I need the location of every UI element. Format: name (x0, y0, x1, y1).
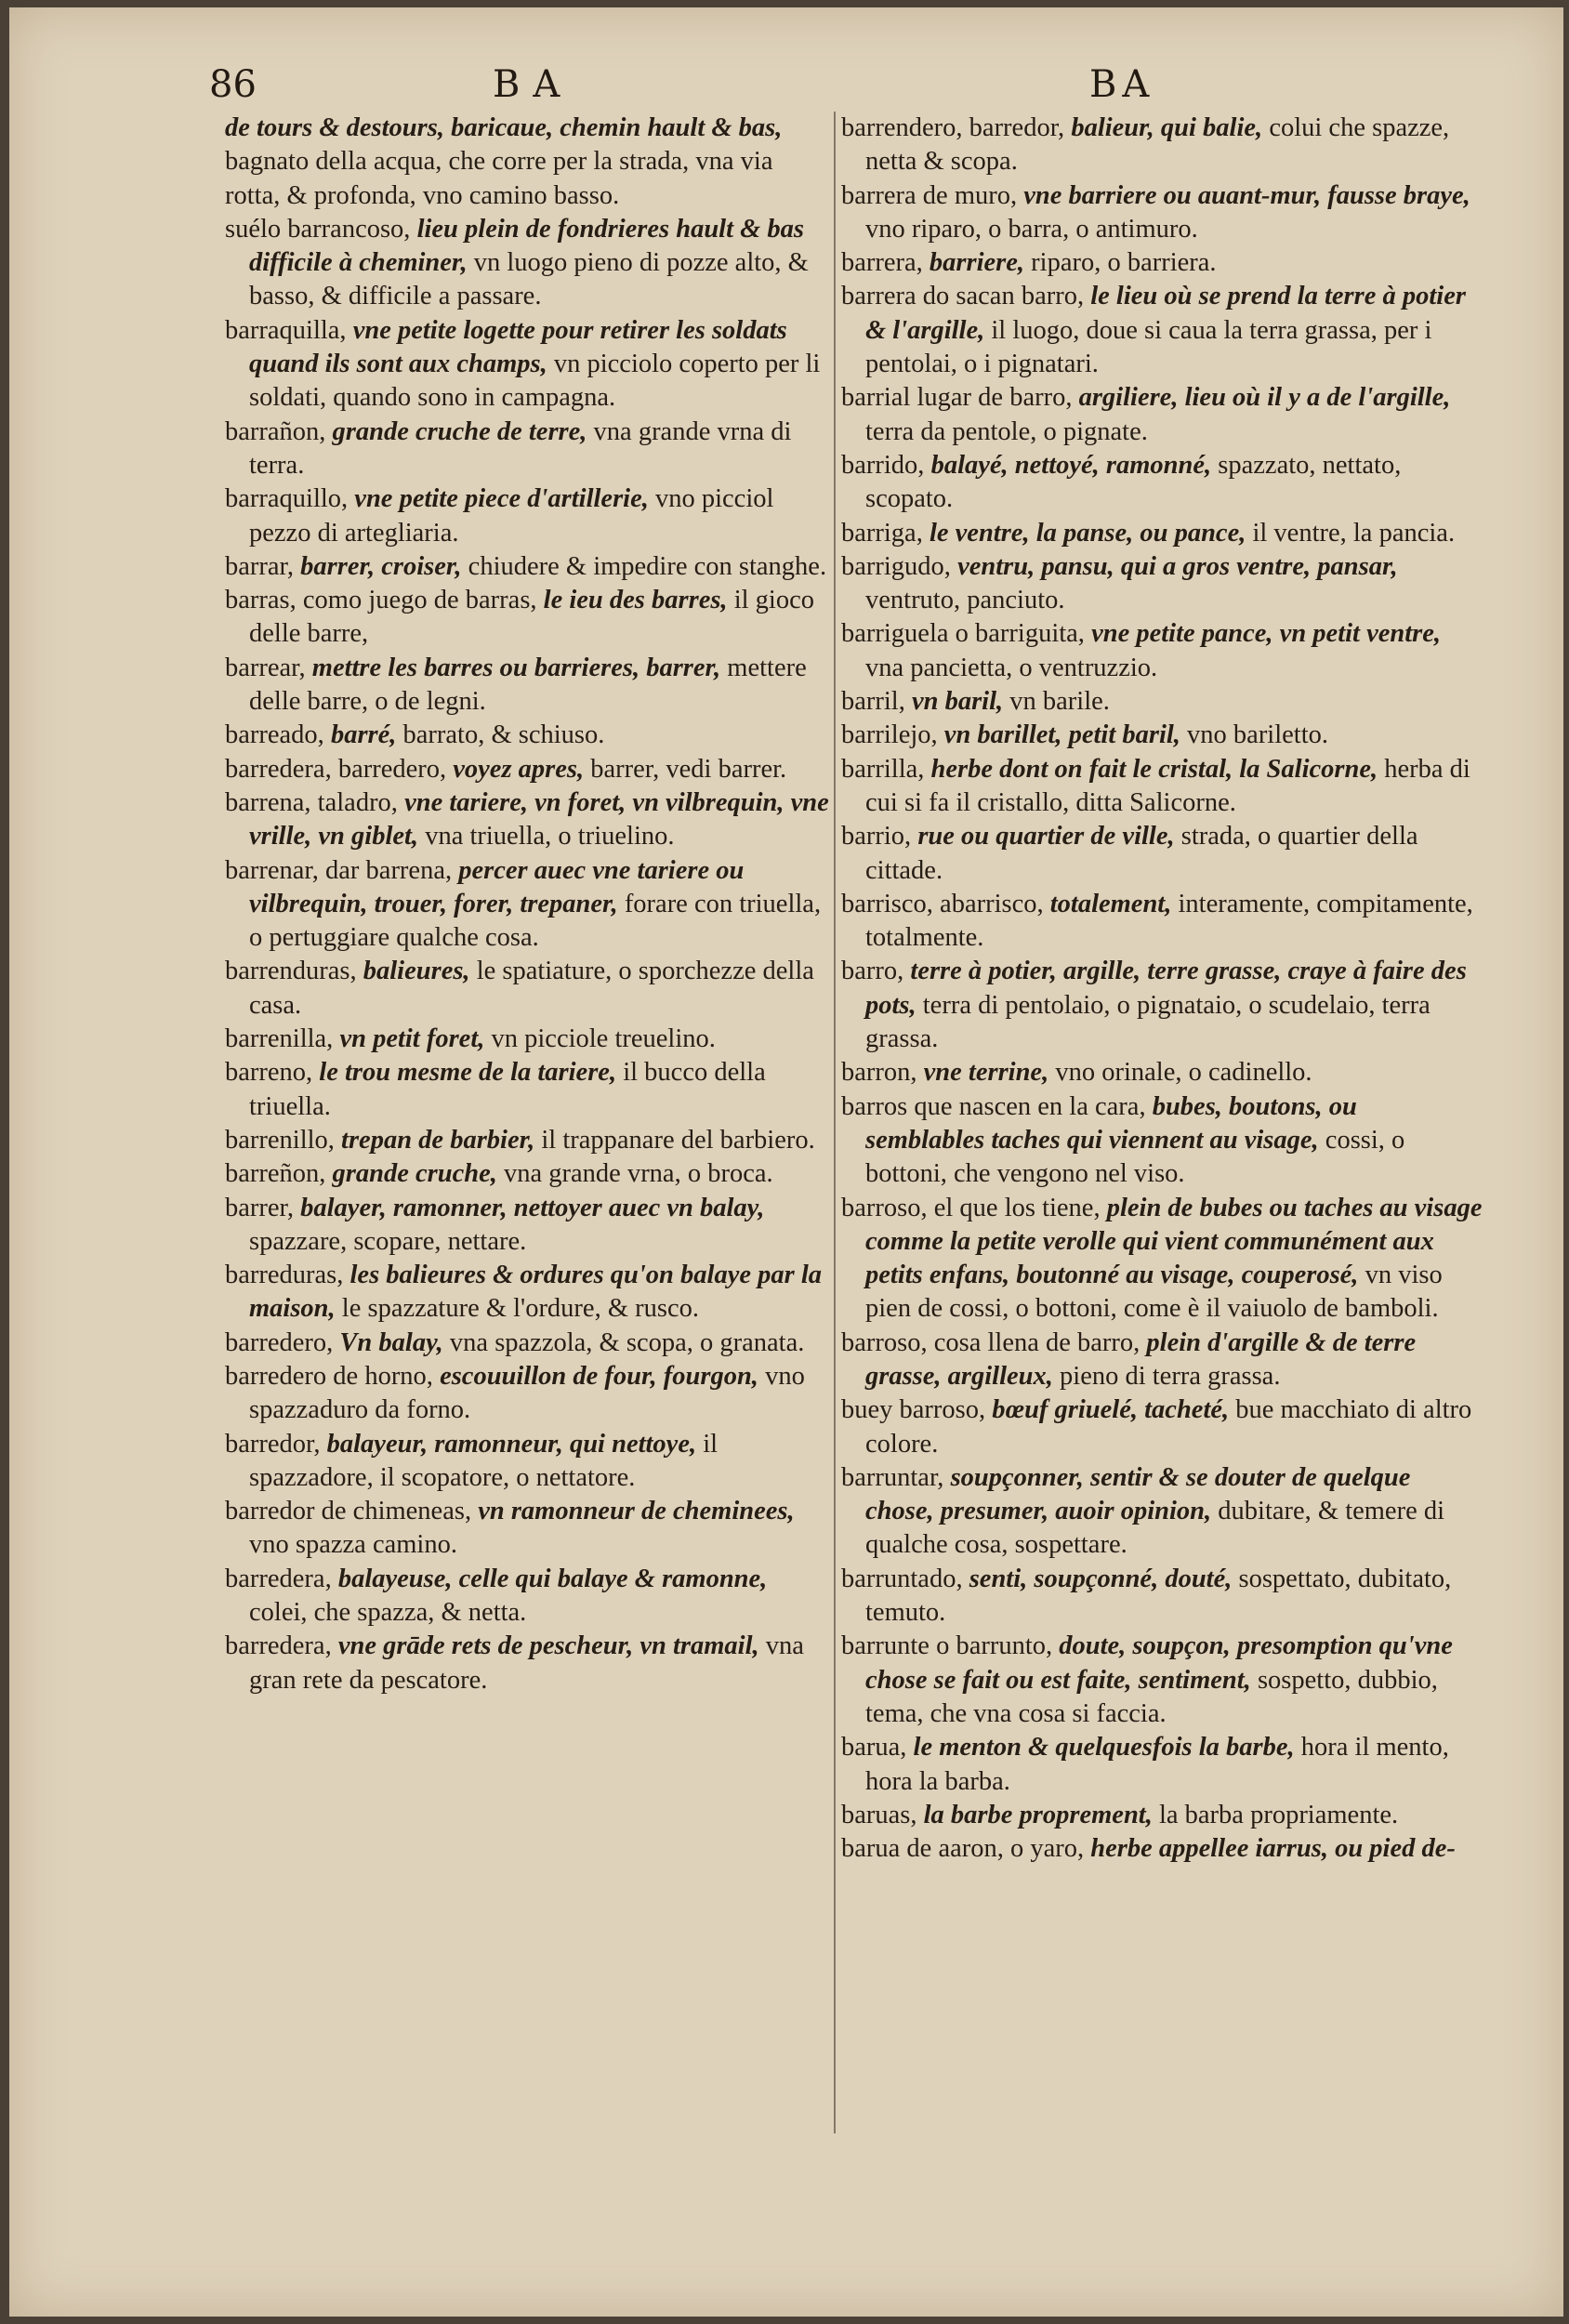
entry-french: vne petite pance, vn petit ventre, (1091, 619, 1442, 649)
entry-italian: bagnato della acqua, che corre per la strada, vna via rotta, & profonda, vno camino basso. (225, 147, 773, 210)
entry-italian: mettere delle barre, o de legni. (249, 653, 807, 717)
dictionary-entry (225, 482, 829, 550)
entry-italian: vna grande vrna, o broca. (504, 1159, 773, 1189)
entry-italian: bue macchiato di altro colore. (865, 1395, 1472, 1459)
entry-italian: la barba propriamente. (1158, 1800, 1399, 1829)
dictionary-entry (841, 179, 1483, 247)
entry-italian: colui che spazze, netta & scopa. (865, 113, 1450, 177)
entry-italian: vn picciole treuelino. (491, 1024, 716, 1054)
entry-italian: il ventre, la pancia. (1252, 518, 1456, 548)
entry-french: balieur, qui balie, (1071, 113, 1263, 142)
entry-headword: barrenilla, (225, 1024, 334, 1054)
entry-headword: barrear, (225, 653, 306, 682)
entry-headword: barredera, (225, 1564, 332, 1593)
entry-headword: buey barroso, (841, 1395, 986, 1425)
entry-italian: barrato, & schiuso. (402, 720, 605, 750)
entry-french: herbe appellee iarrus, ou pied de- (1090, 1834, 1456, 1864)
entry-italian: sospetto, dubbio, tema, che vna cosa si faccia. (865, 1665, 1438, 1728)
entry-headword: barua, (841, 1733, 907, 1763)
entry-french: vne terrine, (923, 1058, 1049, 1088)
page-number: 86 (209, 63, 257, 106)
entry-italian: le spatiature, o sporchezze della casa. (249, 957, 814, 1020)
entry-headword: barrio, (841, 822, 912, 852)
entry-french: bubes, boutons, ou semblables taches qui viennent au visage, (865, 1091, 1357, 1155)
entry-french: vne tariere, vn foret, vn vilbrequin, vne vrille, vn giblet, (249, 787, 829, 852)
entry-headword: barrer, (225, 1193, 295, 1222)
entry-italian: vno picciol pezzo di artegliaria. (249, 484, 774, 548)
entry-french: vn petit foret, (339, 1024, 485, 1054)
entry-headword: barrera de muro, (841, 180, 1018, 210)
entry-italian: vn viso pien de cossi, o bottoni, come è il vaiuolo de bamboli. (865, 1261, 1443, 1324)
entry-headword: barroso, cosa llena de barro, (841, 1327, 1140, 1357)
entry-headword: barrenduras, (225, 957, 357, 986)
dictionary-entry (225, 955, 829, 1023)
dictionary-entry (225, 1630, 829, 1697)
entry-french: balayeur, ramonneur, qui nettoye, (326, 1429, 697, 1459)
entry-italian: barrer, vedi barrer. (590, 754, 787, 784)
entry-italian: le spazzature & l'ordure, & rusco. (341, 1294, 699, 1324)
dictionary-entry (225, 753, 829, 786)
dictionary-entry (225, 584, 829, 652)
entry-headword: barrenillo, (225, 1125, 335, 1155)
dictionary-entry (841, 617, 1483, 685)
dictionary-entry (841, 1731, 1483, 1799)
dictionary-entry (225, 652, 829, 720)
entry-headword: barredor, (225, 1429, 321, 1459)
entry-french: rue ou quartier de ville, (917, 822, 1175, 852)
dictionary-entry (225, 1124, 829, 1157)
entry-italian: il trappanare del barbiero. (541, 1125, 815, 1155)
entry-french: vne barriere ou auant-mur, fausse braye, (1023, 180, 1470, 210)
entry-french: les balieures & ordures qu'on balaye par la maison, (249, 1261, 823, 1324)
dictionary-entry (225, 213, 829, 314)
entry-italian: dubitare, & temere di qualche cosa, sospettare. (865, 1497, 1445, 1560)
dictionary-entry (841, 112, 1483, 179)
entry-italian: forare con triuella, o pertuggiare qualche cosa. (249, 889, 822, 953)
entry-french: argiliere, lieu où il y a de l'argille, (1078, 383, 1451, 413)
dictionary-entry (841, 1090, 1483, 1192)
dictionary-entry (841, 1327, 1483, 1394)
dictionary-entry (225, 1360, 829, 1428)
column-rule (834, 112, 836, 2133)
entry-headword: barreado, (225, 720, 324, 750)
entry-french: bœuf griuelé, tacheté, (992, 1395, 1230, 1425)
entry-french: vn barillet, petit baril, (943, 720, 1180, 750)
dictionary-entry (225, 719, 829, 752)
running-head (9, 63, 1563, 110)
entry-headword: barreñon, (225, 1159, 326, 1189)
entry-french: Vn balay, (339, 1327, 443, 1357)
entry-headword: barreduras, (225, 1261, 344, 1290)
dictionary-entry (225, 786, 829, 854)
entry-french: senti, soupçonné, douté, (969, 1564, 1233, 1593)
entry-italian: il luogo, doue si caua la terra grassa, per i pentolai, o i pignatari. (865, 315, 1432, 379)
entry-italian: spazzato, nettato, scopato. (865, 450, 1402, 514)
entry-headword: barron, (841, 1058, 917, 1088)
entry-french: plein d'argille & de terre grasse, argilleux, (865, 1327, 1417, 1391)
dictionary-entry (225, 416, 829, 483)
dictionary-entry (841, 550, 1483, 618)
entry-french: le menton & quelquesfois la barbe, (913, 1733, 1295, 1763)
entry-italian: terra di pentolaio, o pignataio, o scudelaio, terra grassa. (865, 990, 1431, 1054)
dictionary-entry (841, 246, 1483, 280)
entry-italian: sospettato, dubitato, temuto. (865, 1564, 1452, 1628)
running-head-right: BA (1089, 63, 1155, 106)
entry-headword: barrena, taladro, (225, 787, 398, 817)
entry-italian: vna triuella, o triuelino. (425, 822, 675, 852)
entry-italian: ventruto, panciuto. (865, 586, 1065, 615)
entry-italian: herba di cui si fa il cristallo, ditta Salicorne. (865, 754, 1470, 817)
dictionary-entry (225, 1495, 829, 1563)
dictionary-entry (225, 112, 829, 213)
entry-french: de tours & destours, baricaue, chemin hault & bas, (225, 113, 783, 142)
entry-french: le lieu où se prend la terre à potier & l'argille, (865, 282, 1466, 345)
entry-headword: barros que nascen en la cara, (841, 1091, 1146, 1121)
dictionary-entry (841, 517, 1483, 550)
entry-italian: pieno di terra grassa. (1060, 1361, 1281, 1391)
entry-french: totalement, (1049, 889, 1172, 918)
entry-headword: barrar, (225, 551, 295, 581)
entry-french: ventru, pansu, qui a gros ventre, pansar, (957, 551, 1398, 581)
entry-headword: barraquilla, (225, 315, 347, 345)
entry-headword: barruntado, (841, 1564, 963, 1593)
dictionary-entry (225, 1428, 829, 1496)
entry-french: plein de bubes ou taches au visage comme la petite verolle qui vient communément aux petits enfans, boutonné au visage, couperosé, (865, 1193, 1483, 1290)
entry-headword: barras, como juego de barras, (225, 586, 537, 615)
dictionary-entry (225, 550, 829, 584)
entry-french: vne grāde rets de pescheur, vn tramail, (337, 1631, 759, 1661)
entry-french: mettre les barres ou barrieres, barrer, (311, 653, 721, 682)
entry-italian: strada, o quartier della cittade. (865, 822, 1418, 885)
entry-italian: riparo, o barriera. (1031, 248, 1217, 278)
entry-headword: barrilejo, (841, 720, 938, 750)
entry-french: soupçonner, sentir & se douter de quelque chose, presumer, auoir opinion, (865, 1462, 1411, 1526)
entry-italian: vn luogo pieno di pozze alto, & basso, & difficile a passare. (249, 248, 809, 311)
entry-italian: il bucco della triuella. (249, 1058, 766, 1121)
entry-french: grande cruche, (332, 1159, 497, 1189)
entry-italian: vna spazzola, & scopa, o granata. (449, 1327, 805, 1357)
dictionary-entry (225, 1327, 829, 1360)
dictionary-entry (225, 1192, 829, 1260)
dictionary-entry (841, 888, 1483, 956)
entry-headword: barreno, (225, 1058, 313, 1088)
entry-headword: barrido, (841, 450, 925, 480)
entry-italian: terra da pentole, o pignate. (865, 416, 1148, 446)
entry-french: barriere, (929, 248, 1025, 278)
entry-italian: chiudere & impedire con stanghe. (468, 551, 827, 581)
dictionary-entry (841, 1056, 1483, 1089)
dictionary-entry (841, 449, 1483, 517)
dictionary-entry (841, 1799, 1483, 1832)
dictionary-entry (841, 381, 1483, 449)
entry-headword: barrendero, barredor, (841, 113, 1065, 142)
dictionary-entry (225, 1157, 829, 1191)
dictionary-entry (841, 1832, 1483, 1866)
dictionary-entry (225, 1563, 829, 1631)
dictionary-entry (841, 1630, 1483, 1731)
entry-headword: barua de aaron, o yaro, (841, 1834, 1085, 1864)
entry-headword: barredero, (225, 1327, 334, 1357)
dictionary-entry (841, 1563, 1483, 1631)
entry-french: balayeuse, celle qui balaye & ramonne, (337, 1564, 768, 1593)
entry-french: doute, soupçon, presomption qu'vne chose se fait ou est faite, sentiment, (865, 1631, 1453, 1695)
entry-headword: barrañon, (225, 416, 326, 446)
entry-headword: barriga, (841, 518, 923, 548)
entry-french: balieures, (363, 957, 470, 986)
dictionary-entry (841, 685, 1483, 719)
entry-french: grande cruche de terre, (332, 416, 587, 446)
dictionary-entry (225, 314, 829, 416)
entry-french: la barbe proprement, (923, 1800, 1153, 1829)
entry-french: barrer, croiser, (300, 551, 462, 581)
entry-headword: barredera, barredero, (225, 754, 447, 784)
entry-italian: vno spazza camino. (249, 1530, 457, 1560)
entry-french: le trou mesme de la tariere, (319, 1058, 617, 1088)
entry-french: vn ramonneur de cheminees, (478, 1497, 795, 1526)
entry-italian: vno spazzaduro da forno. (249, 1361, 805, 1425)
entry-french: balayé, nettoyé, ramonné, (930, 450, 1212, 480)
entry-italian: vn picciolo coperto per li soldati, quando sono in campagna. (249, 350, 821, 413)
entry-french: voyez apres, (453, 754, 585, 784)
entry-headword: barredor de chimeneas, (225, 1497, 472, 1526)
entry-headword: barrera do sacan barro, (841, 282, 1085, 311)
entry-italian: il spazzadore, il scopatore, o nettatore. (249, 1429, 719, 1492)
dictionary-entry (841, 820, 1483, 888)
entry-french: trepan de barbier, (341, 1125, 535, 1155)
dictionary-entry (841, 955, 1483, 1056)
entry-italian: il gioco delle barre, (249, 586, 814, 649)
entry-italian: vno riparo, o barra, o antimuro. (865, 214, 1198, 244)
entry-headword: barrigudo, (841, 551, 951, 581)
entry-italian: interamente, compitamente, totalmente. (865, 889, 1473, 953)
entry-italian: vna gran rete da pescatore. (249, 1631, 804, 1695)
entry-headword: barrial lugar de barro, (841, 383, 1073, 413)
entry-french: percer auec vne tariere ou vilbrequin, trouer, forer, trepaner, (249, 855, 745, 918)
entry-headword: barril, (841, 687, 905, 717)
entry-headword: barro, (841, 957, 904, 986)
entry-headword: barrilla, (841, 754, 925, 784)
entry-french: terre à potier, argille, terre grasse, craye à faire des pots, (865, 957, 1467, 1020)
entry-headword: barriguela o barriguita, (841, 619, 1085, 649)
entry-french: escouuillon de four, fourgon, (440, 1361, 758, 1391)
entry-french: vne petite logette pour retirer les soldats quand ils sont aux champs, (249, 315, 787, 379)
entry-italian: cossi, o bottoni, che vengono nel viso. (865, 1125, 1405, 1189)
entry-headword: barrisco, abarrisco, (841, 889, 1044, 918)
entry-italian: vna grande vrna di terra. (249, 416, 792, 480)
dictionary-entry (841, 719, 1483, 752)
dictionary-entry (841, 280, 1483, 381)
entry-french: herbe dont on fait le cristal, la Salicorne, (930, 754, 1378, 784)
entry-french: lieu plein de fondrieres hault & bas difficile à cheminer, (249, 214, 805, 278)
entry-french: le ventre, la panse, ou pance, (929, 518, 1246, 548)
entry-italian: hora il mento, hora la barba. (865, 1733, 1449, 1796)
entry-headword: barruntar, (841, 1462, 944, 1492)
entry-headword: baruas, (841, 1800, 917, 1829)
entry-italian: colei, che spazza, & netta. (249, 1598, 527, 1628)
entry-headword: barredera, (225, 1631, 332, 1661)
running-head-left: BA (493, 63, 574, 106)
entry-headword: barredero de horno, (225, 1361, 433, 1391)
entry-headword: barrunte o barrunto, (841, 1631, 1053, 1661)
dictionary-entry (225, 1056, 829, 1124)
dictionary-entry (225, 1023, 829, 1056)
entry-french: vn baril, (911, 687, 1004, 717)
dictionary-entry (225, 1259, 829, 1327)
dictionary-entry (841, 1461, 1483, 1563)
entry-french: barré, (330, 720, 397, 750)
entry-italian: vna pancietta, o ventruzzio. (865, 653, 1158, 682)
entry-italian: spazzare, scopare, nettare. (249, 1226, 527, 1256)
dictionary-entry (841, 1192, 1483, 1327)
entry-headword: barraquillo, (225, 484, 349, 514)
entry-french: balayer, ramonner, nettoyer auec vn balay, (300, 1193, 765, 1222)
right-column (841, 112, 1483, 1866)
entry-french: vne petite piece d'artillerie, (354, 484, 649, 514)
dictionary-page (9, 7, 1563, 2317)
entry-italian: vn barile. (1009, 687, 1110, 717)
entry-italian: vno bariletto. (1187, 720, 1329, 750)
entry-headword: barrenar, dar barrena, (225, 855, 453, 885)
left-column (225, 112, 829, 1697)
dictionary-entry (225, 854, 829, 956)
entry-headword: barrera, (841, 248, 923, 278)
entry-headword: barroso, el que los tiene, (841, 1193, 1101, 1222)
entry-headword: suélo barrancoso, (225, 214, 411, 244)
dictionary-entry (841, 1393, 1483, 1461)
entry-italian: vno orinale, o cadinello. (1055, 1058, 1312, 1088)
dictionary-entry (841, 753, 1483, 821)
entry-french: le ieu des barres, (543, 586, 728, 615)
